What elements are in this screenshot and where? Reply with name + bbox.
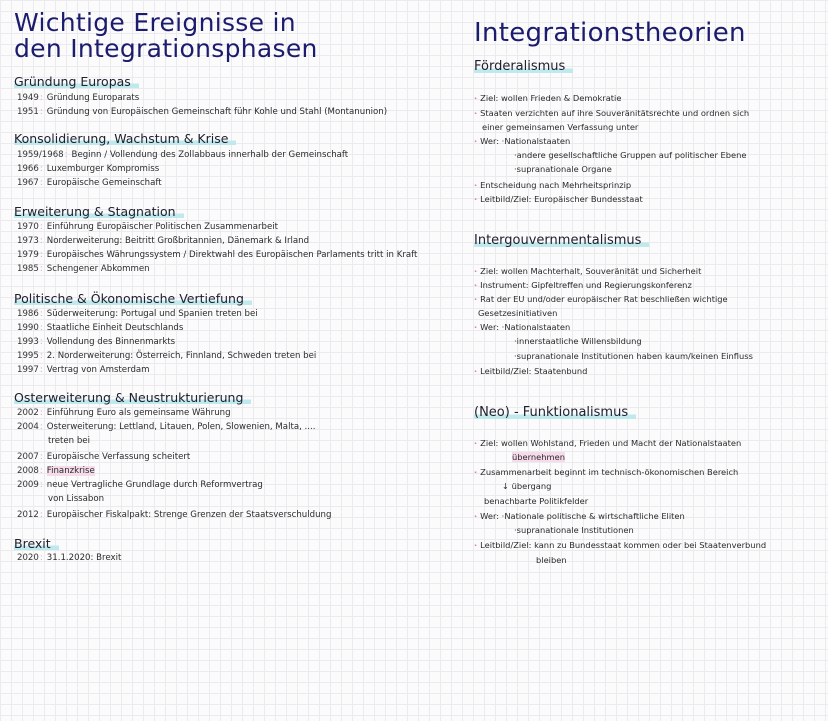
left-title-line-1: Wichtige Ereignisse in	[14, 8, 296, 37]
left-title-line-2: den Integrationsphasen	[14, 34, 318, 63]
theory-line: · Leitbild/Ziel: Staatenbund	[474, 366, 587, 377]
theory-line: ·andere gesellschaftliche Gruppen auf politischer Ebene	[514, 150, 747, 160]
event-row-continuation: von Lissabon	[48, 494, 105, 504]
section-title-konsolidierung: Konsolidierung, Wachstum & Krise	[14, 132, 236, 146]
section-title-brexit: Brexit	[14, 537, 59, 551]
event-row: 2009 : neue Vertragliche Grundlage durch Reformvertrag	[17, 480, 263, 491]
event-row: 1966 : Luxemburger Kompromiss	[17, 164, 159, 175]
event-row: 1973 : Norderweiterung: Beitritt Großbritannien, Dänemark & Irland	[17, 236, 309, 247]
theory-line: ·supranationale Organe	[514, 164, 612, 174]
event-row: 2004 : Osterweiterung: Lettland, Litauen, Polen, Slowenien, Malta, ....	[17, 422, 315, 433]
theory-line-arrow: ↓ übergang	[502, 481, 552, 491]
theory-line: · Instrument: Gipfeltreffen und Regierungskonferenz	[474, 280, 692, 291]
right-page-title: Integrationstheorien	[474, 18, 746, 48]
section-title-funktionalismus: (Neo) - Funktionalismus	[474, 406, 636, 420]
theory-line: · Ziel: wollen Frieden & Demokratie	[474, 93, 621, 104]
section-title-osterweiterung: Osterweiterung & Neustrukturierung	[14, 391, 251, 405]
event-row: 2020 : 31.1.2020: Brexit	[17, 553, 121, 564]
event-row: 1997 : Vertrag von Amsterdam	[17, 365, 150, 376]
theory-line: · Zusammenarbeit beginnt im technisch-ökonomischen Bereich	[474, 467, 738, 478]
theory-line: · Wer: ·Nationalstaaten	[474, 136, 570, 147]
event-row: 2008 : Finanzkrise	[17, 466, 95, 477]
section-title-intergouvernmentalismus: Intergouvernmentalismus	[474, 234, 649, 248]
theory-line: ·innerstaatliche Willensbildung	[514, 336, 642, 346]
theory-line: ·supranationale Institutionen	[514, 525, 634, 535]
theory-line: · Staaten verzichten auf ihre Souveränitätsrechte und ordnen sich	[474, 108, 749, 119]
theory-line: · Ziel: wollen Wohlstand, Frieden und Macht der Nationalstaaten	[474, 438, 741, 449]
theory-line: · Ziel: wollen Machterhalt, Souveränität und Sicherheit	[474, 266, 701, 277]
theory-line: benachbarte Politikfelder	[484, 496, 589, 506]
theory-line: einer gemeinsamen Verfassung unter	[482, 122, 639, 132]
event-row: 1949 : Gründung Europarats	[17, 93, 139, 104]
event-row: 1959/1968 : Beginn / Vollendung des Zollabbaus innerhalb der Gemeinschaft	[17, 150, 348, 161]
section-title-foederalismus: Förderalismus	[474, 60, 573, 74]
event-row: 1970 : Einführung Europäischer Politischen Zusammenarbeit	[17, 222, 278, 233]
event-row: 2007 : Europäische Verfassung scheitert	[17, 452, 190, 463]
event-row: 2002 : Einführung Euro als gemeinsame Währung	[17, 408, 231, 419]
event-row: 1951 : Gründung von Europäischen Gemeinschaft führ Kohle und Stahl (Montanunion)	[17, 107, 387, 118]
event-row-continuation: treten bei	[48, 436, 90, 446]
event-row: 1990 : Staatliche Einheit Deutschlands	[17, 323, 183, 334]
event-row: 1985 : Schengener Abkommen	[17, 264, 150, 275]
theory-line: · Wer: ·Nationalstaaten	[474, 322, 570, 333]
theory-line: · Leitbild/Ziel: kann zu Bundesstaat kommen oder bei Staatenverbund	[474, 540, 766, 551]
event-row: 1986 : Süderweiterung: Portugal und Spanien treten bei	[17, 309, 258, 320]
event-row: 1967 : Europäische Gemeinschaft	[17, 178, 162, 189]
theory-line: bleiben	[536, 555, 567, 565]
theory-line: · Rat der EU und/oder europäischer Rat beschließen wichtige	[474, 294, 728, 305]
theory-line: · Wer: ·Nationale politische & wirtschaftliche Eliten	[474, 511, 685, 522]
event-row: 1979 : Europäisches Währungssystem / Direktwahl des Europäischen Parlaments tritt in Kraft	[17, 250, 417, 261]
left-page-title	[14, 10, 454, 62]
event-row: 1993 : Vollendung des Binnenmarkts	[17, 337, 175, 348]
event-row: 1995 : 2. Norderweiterung: Österreich, Finnland, Schweden treten bei	[17, 351, 316, 362]
section-title-gruendung: Gründung Europas	[14, 75, 139, 89]
theory-line: Gesetzesinitiativen	[478, 308, 558, 318]
theory-line: übernehmen	[512, 452, 565, 462]
event-row: 2012 : Europäischer Fiskalpakt: Strenge Grenzen der Staatsverschuldung	[17, 510, 331, 521]
theory-line: · Entscheidung nach Mehrheitsprinzip	[474, 180, 631, 191]
theory-line: · Leitbild/Ziel: Europäischer Bundesstaat	[474, 194, 643, 205]
theory-line: ·supranationale Institutionen haben kaum/keinen Einfluss	[514, 351, 753, 361]
section-title-erweiterung: Erweiterung & Stagnation	[14, 205, 184, 219]
section-title-vertiefung: Politische & Ökonomische Vertiefung	[14, 292, 252, 306]
